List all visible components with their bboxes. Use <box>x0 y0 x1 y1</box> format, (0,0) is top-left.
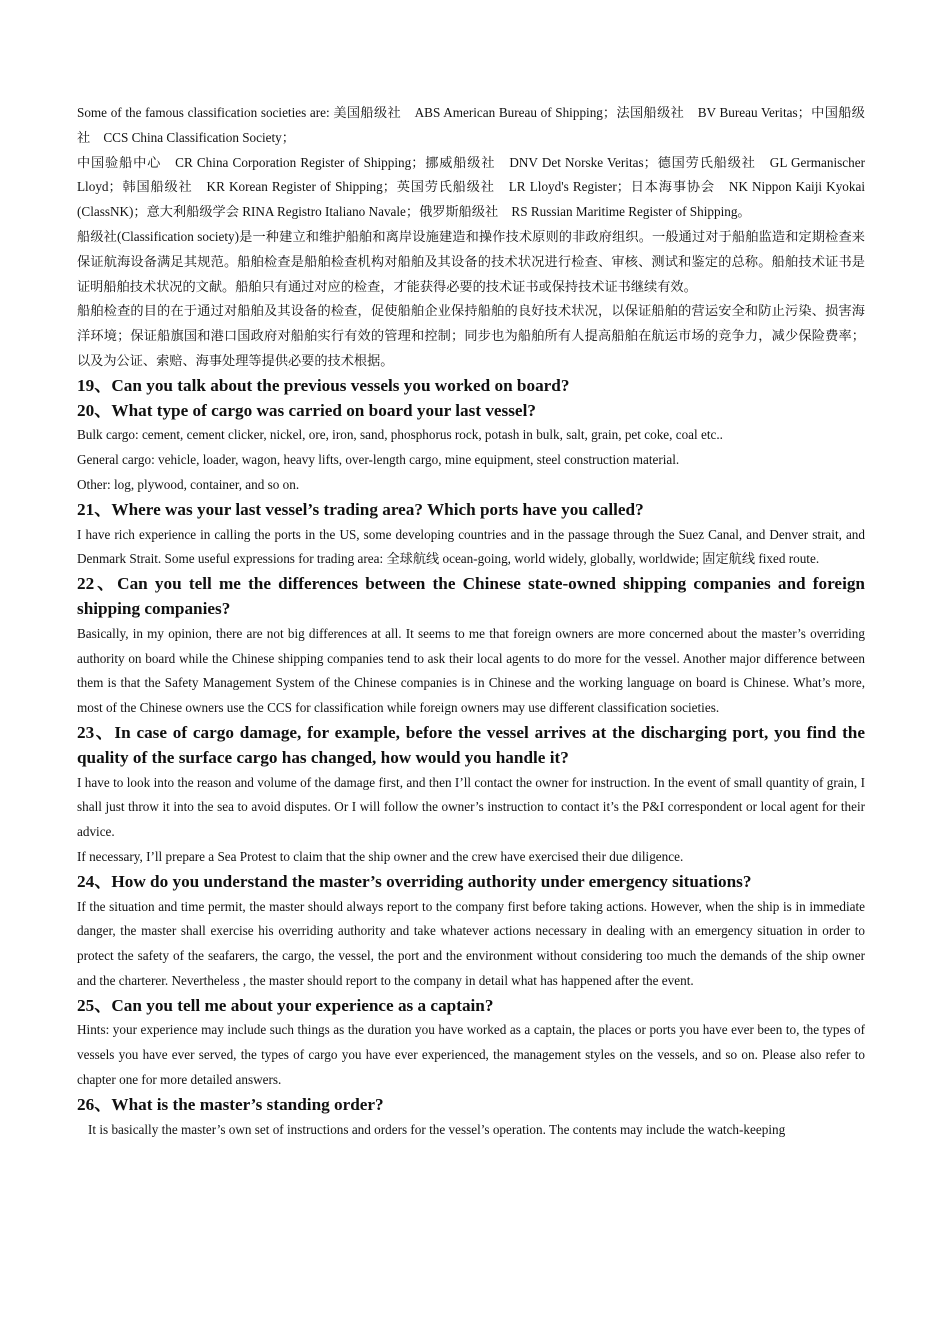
classification-definition: 船级社(Classification society)是一种建立和维护船舶和离岸设施建造和操作技术原则的非政府组织。一般通过对于船舶监造和定期检查来保证航海设备满足其规范。船舶检查是船舶检查机构对船舶及其设备的技术状况进行检查、审核、测试和鉴定的总称。船舶技术证书是证明船舶技术状况的文献。船舶只有通过对应的检查，才能获得必要的技术证书或保持技术证书继续有效。 <box>77 228 865 294</box>
question-19-heading: 19、Can you talk about the previous vessels you worked on board? <box>77 375 570 395</box>
classification-list: 中国验船中心 CR China Corporation Register of Shipping；挪威船级社 DNV Det Norske Veritas；德国劳氏船级社 GL Germanischer Lloyd；韩国船级社 KR Korean Register of Shipping；英国劳氏船级社 LR Lloyd's Register；日本海事协会 NK Nippon Kaiji Kyokai (ClassNK)；意大利船级学会 RINA Registro Italiano Navale；俄罗斯船级社 RS Russian Maritime Register of Shipping。 <box>77 154 865 220</box>
question-23-answer-continued: If necessary, I’ll prepare a Sea Protest to claim that the ship owner and the crew have exercised their due diligence. <box>77 848 684 864</box>
other-cargo-text: Other: log, plywood, container, and so on. <box>77 476 300 492</box>
question-21-answer: I have rich experience in calling the ports in the US, some developing countries and in the passage through the Suez Canal, and Denver strait, and Denmark Strait. Some useful expressions for trading area: 全球航线 ocean-going, world widely, globally, worldwide; 固定航线 fixed route. <box>77 526 865 567</box>
document-page <box>77 101 865 1142</box>
question-25-heading: 25、Can you tell me about your experience as a captain? <box>77 995 494 1015</box>
question-22-heading: 22、Can you tell me the differences between the Chinese state-owned shipping companies and foreign shipping companies? <box>77 574 865 618</box>
question-20-heading: 20、What type of cargo was carried on board your last vessel? <box>77 400 536 420</box>
inspection-purpose: 船舶检查的目的在于通过对船舶及其设备的检查，促使船舶企业保持船舶的良好技术状况，以保证船舶的营运安全和防止污染、损害海洋环境；保证船旗国和港口国政府对船舶实行有效的管理和控制；同步也为船舶所有人提高船舶在航运市场的竞争力，减少保险费率；以及为公证、索赔、海事处理等提供必要的技术根据。 <box>77 303 865 368</box>
question-26-heading: 26、What is the master’s standing order? <box>77 1094 384 1114</box>
bulk-cargo-text: Bulk cargo: cement, cement clicker, nickel, ore, iron, sand, phosphorus rock, potash in bulk, salt, grain, pet coke, coal etc.. <box>77 427 723 443</box>
question-24-heading: 24、How do you understand the master’s overriding authority under emergency situations? <box>77 871 752 891</box>
question-26-answer: It is basically the master’s own set of instructions and orders for the vessel’s operation. The contents may include the watch-keeping <box>88 1121 786 1137</box>
question-25-answer: Hints: your experience may include such things as the duration you have worked as a captain, the places or ports you have ever been to, the types of vessels you have ever served, the types of cargo you have ever experienced, the management styles on the vessels, and so on. Please also refer to chapter one for more detailed answers. <box>77 1022 865 1088</box>
question-22-answer: Basically, in my opinion, there are not big differences at all. It seems to me that foreign owners are more concerned about the master’s overriding authority on board while the Chinese shipping companies tend to ask their local agents to do more for the vessel. Another major difference between them is that the Safety Management System of the Chinese companies is in Chinese and the working language on board is Chinese. What’s more, most of the Chinese owners use the CCS for classification while foreign owners may use different classification societies. <box>77 625 865 716</box>
question-23-answer: I have to look into the reason and volume of the damage first, and then I’ll contact the owner for instruction. In the event of small quantity of grain, I shall just throw it into the sea to avoid disputes. Or I will follow the owner’s instruction to contact it’s the P&I correspondent or local agent for their advice. <box>77 774 865 840</box>
question-23-heading: 23、In case of cargo damage, for example, before the vessel arrives at the discharging port, you find the quality of the surface cargo has changed, how would you handle it? <box>77 722 865 767</box>
question-21-heading: 21、Where was your last vessel’s trading area? Which ports have you called? <box>77 499 644 519</box>
classification-intro: Some of the famous classification societies are: 美国船级社 ABS American Bureau of Shipping；法国船级社 BV Bureau Veritas；中国船级社 CCS China Classification Society； <box>77 105 865 145</box>
general-cargo-text: General cargo: vehicle, loader, wagon, heavy lifts, over-length cargo, mine equipment, steel construction material. <box>77 452 680 468</box>
question-24-answer: If the situation and time permit, the master should always report to the company first before taking actions. However, when the ship is in immediate danger, the master shall exercise his overriding authority and take whatever actions necessary in dealing with an emergency situation in order to protect the safety of the seafarers, the cargo, the vessel, the port and the environment without considering too much the demands of the ship owner and the charterer. Nevertheless , the master should report to the company in detail what has happened after the event. <box>77 898 865 988</box>
